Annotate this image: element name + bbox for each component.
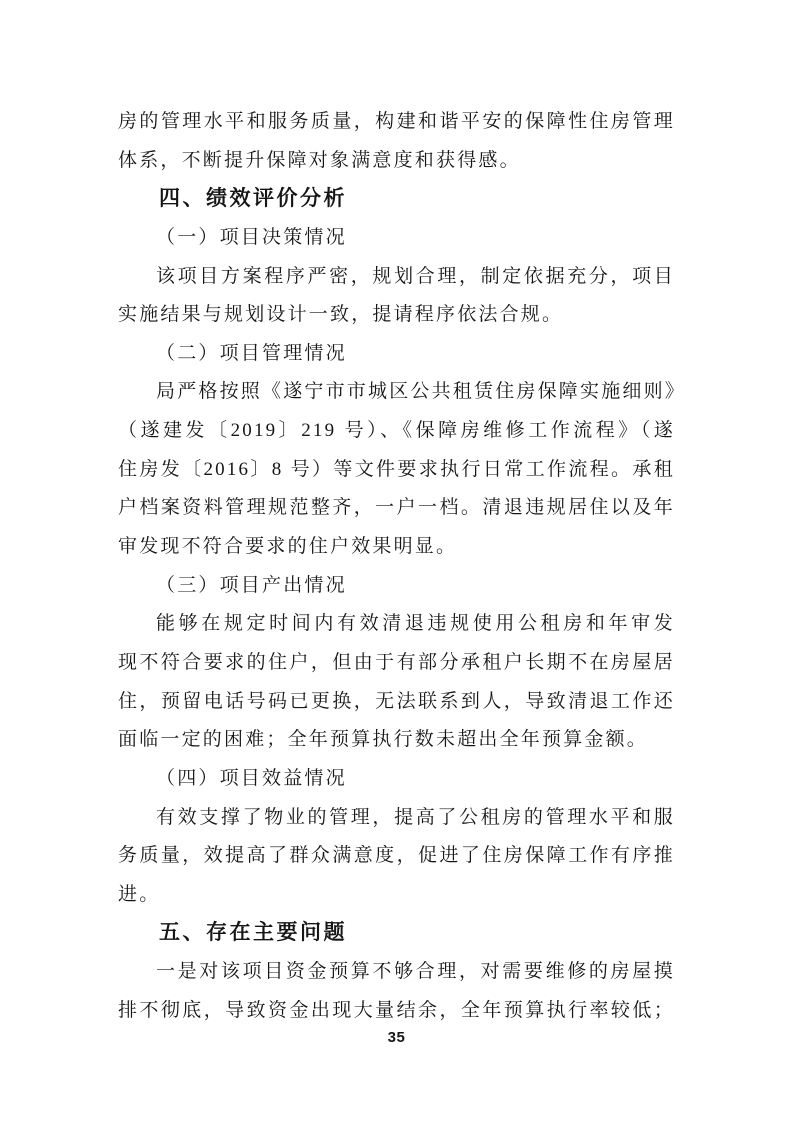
section-heading-5: 五、存在主要问题 bbox=[159, 921, 347, 945]
text-line: （遂建发〔2019〕219 号）、《保障房维修工作流程》（遂 bbox=[118, 420, 675, 442]
text-line: 实施结果与规划设计一致，提请程序依法合规。 bbox=[118, 304, 564, 326]
text-line: 务质量，效提高了群众满意度，促进了住房保障工作有序推 bbox=[118, 845, 675, 867]
subsection-heading: （三）项目产出情况 bbox=[156, 574, 347, 596]
paragraph-start-line: 一是对该项目资金预算不够合理，对需要维修的房屋摸 bbox=[156, 961, 675, 983]
text-line: 房的管理水平和服务质量，构建和谐平安的保障性住房管理 bbox=[118, 111, 675, 132]
document-body bbox=[118, 103, 687, 1030]
text-line: 排不彻底，导致资金出现大量结余，全年预算执行率较低； bbox=[118, 999, 675, 1021]
text-line: 体系，不断提升保障对象满意度和获得感。 bbox=[118, 149, 521, 171]
text-line: 住房发〔2016〕8 号）等文件要求执行日常工作流程。承租 bbox=[118, 458, 675, 480]
text-line: 面临一定的困难；全年预算执行数未超出全年预算金额。 bbox=[118, 729, 649, 751]
text-line: 现不符合要求的住户，但由于有部分承租户长期不在房屋居 bbox=[118, 651, 675, 673]
paragraph-start-line: 该项目方案程序严密，规划合理，制定依据充分，项目 bbox=[156, 265, 675, 287]
text-line: 户档案资料管理规范整齐，一户一档。清退违规居住以及年 bbox=[118, 497, 675, 519]
paragraph-start-line: 局严格按照《遂宁市市城区公共租赁住房保障实施细则》 bbox=[156, 381, 687, 403]
page-number: 35 bbox=[387, 1029, 406, 1046]
text-line: 住，预留电话号码已更换，无法联系到人，导致清退工作还 bbox=[118, 690, 675, 712]
text-line: 进。 bbox=[118, 883, 161, 905]
paragraph-start-line: 有效支撑了物业的管理，提高了公租房的管理水平和服 bbox=[156, 806, 675, 828]
subsection-heading: （二）项目管理情况 bbox=[156, 342, 347, 364]
text-line: 审发现不符合要求的住户效果明显。 bbox=[118, 536, 458, 558]
section-heading-4: 四、绩效评价分析 bbox=[159, 187, 347, 211]
paragraph-start-line: 能够在规定时间内有效清退违规使用公租房和年审发 bbox=[156, 613, 675, 635]
subsection-heading: （四）项目效益情况 bbox=[156, 767, 347, 789]
subsection-heading: （一）项目决策情况 bbox=[156, 226, 347, 248]
